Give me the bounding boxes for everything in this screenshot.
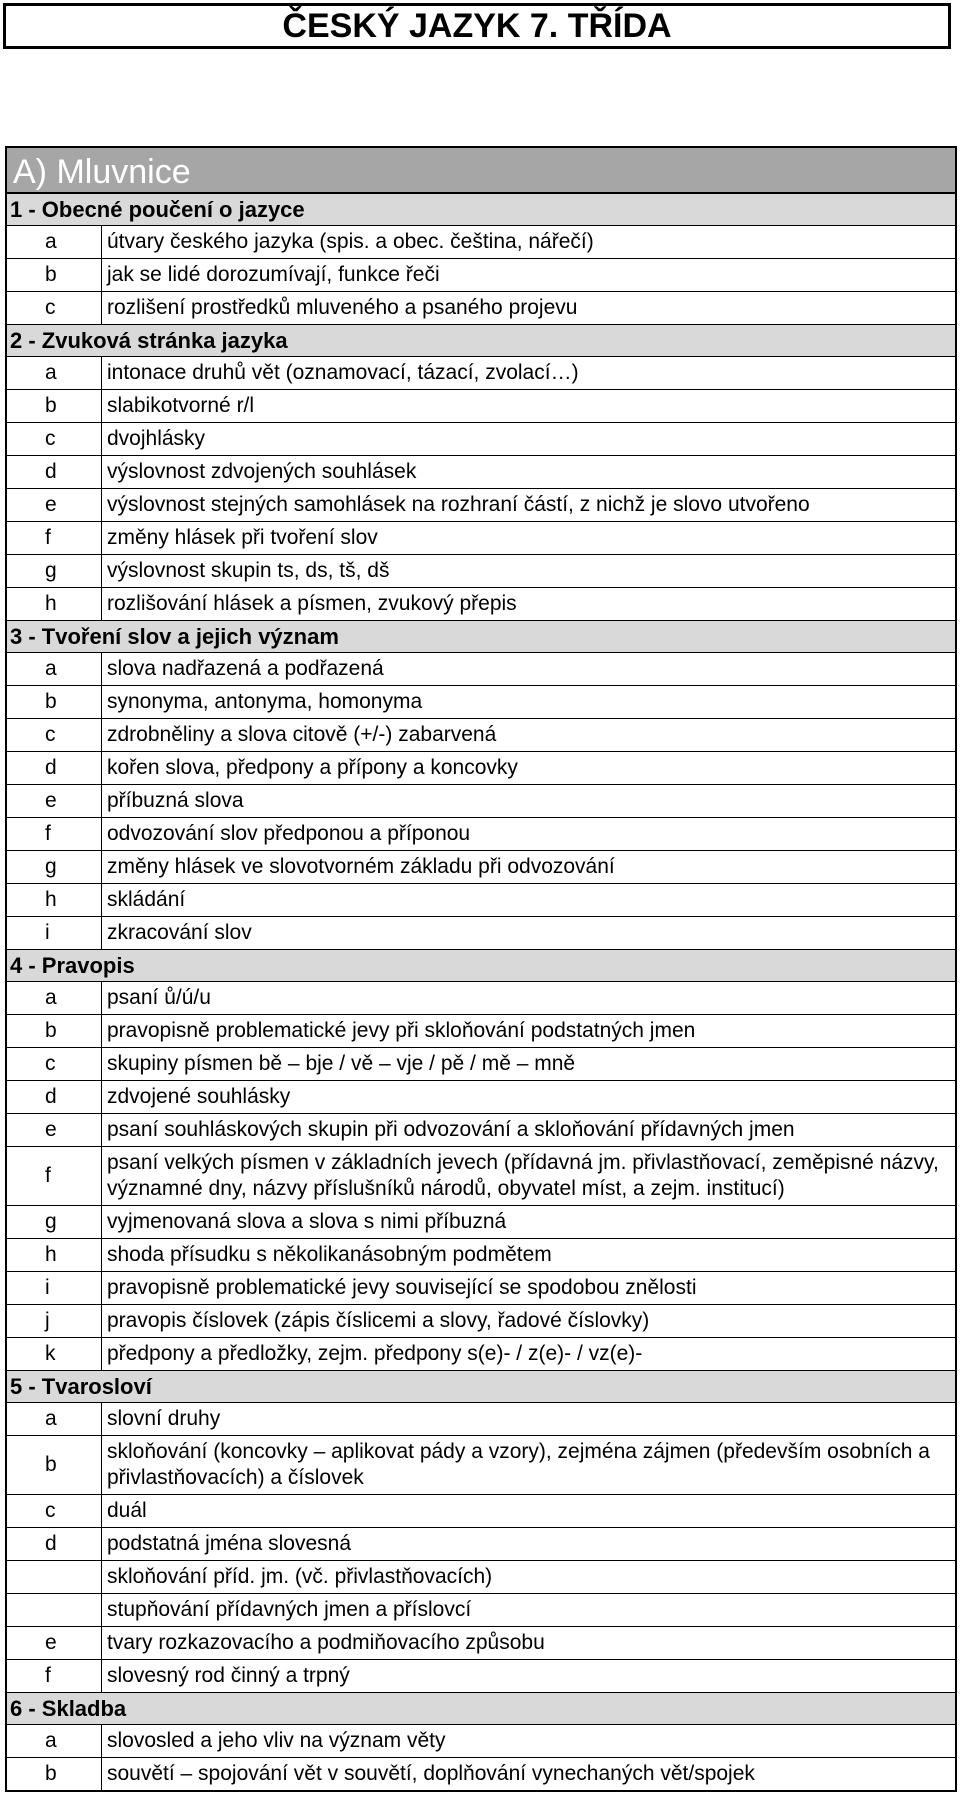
row-letter: a — [45, 657, 57, 680]
table-row — [7, 752, 955, 785]
row-text: výslovnost stejných samohlásek na rozhraní částí, z nichž je slovo utvořeno — [101, 489, 955, 521]
row-letter: b — [45, 1453, 57, 1476]
table-row — [7, 686, 955, 719]
row-text: shoda přísudku s několikanásobným podmětem — [101, 1239, 955, 1271]
row-letter: h — [45, 592, 57, 615]
table-row — [7, 1081, 955, 1114]
row-letter: c — [45, 296, 56, 319]
row-text: výslovnost zdvojených souhlásek — [101, 456, 955, 488]
table-row — [7, 1403, 955, 1436]
row-letter — [7, 1561, 101, 1593]
table-row — [7, 456, 955, 489]
row-text: zdrobněliny a slova citově (+/-) zabarvená — [101, 719, 955, 751]
row-letter: i — [45, 1276, 50, 1299]
row-letter: b — [45, 1019, 57, 1042]
table-row — [7, 818, 955, 851]
row-letter: e — [45, 1631, 57, 1654]
section-heading: 3 - Tvoření slov a jejich význam — [7, 621, 955, 653]
section-heading: 1 - Obecné poučení o jazyce — [7, 194, 955, 226]
table-row — [7, 1561, 955, 1594]
table-row — [7, 390, 955, 423]
row-letter: f — [45, 1664, 51, 1687]
row-letter: c — [45, 723, 56, 746]
table-row — [7, 1495, 955, 1528]
table-row — [7, 1660, 955, 1693]
table-row — [7, 1627, 955, 1660]
row-text: změny hlásek při tvoření slov — [101, 522, 955, 554]
row-text: změny hlásek ve slovotvorném základu při odvozování — [101, 851, 955, 883]
row-letter: g — [45, 1210, 57, 1233]
row-letter: f — [45, 822, 51, 845]
row-letter: b — [45, 1762, 57, 1785]
row-text: odvozování slov předponou a příponou — [101, 818, 955, 850]
row-letter: b — [45, 394, 57, 417]
row-letter: d — [45, 1085, 57, 1108]
row-text: slova nadřazená a podřazená — [101, 653, 955, 685]
row-text: skloňování příd. jm. (vč. přivlastňovacích) — [101, 1561, 955, 1593]
row-letter: k — [45, 1342, 56, 1365]
row-text: slovní druhy — [101, 1403, 955, 1435]
section-heading: 4 - Pravopis — [7, 950, 955, 982]
row-text: podstatná jména slovesná — [101, 1528, 955, 1560]
row-letter — [7, 1594, 101, 1626]
table-row — [7, 1528, 955, 1561]
table-row — [7, 357, 955, 390]
row-text: příbuzná slova — [101, 785, 955, 817]
row-letter: a — [45, 361, 57, 384]
table-row — [7, 1015, 955, 1048]
row-letter: e — [45, 493, 57, 516]
row-text: tvary rozkazovacího a podmiňovacího způsobu — [101, 1627, 955, 1659]
row-letter: f — [45, 526, 51, 549]
row-letter: d — [45, 756, 57, 779]
table-row — [7, 489, 955, 522]
section-heading: 6 - Skladba — [7, 1693, 955, 1725]
row-text: psaní souhláskových skupin při odvozování a skloňování přídavných jmen — [101, 1114, 955, 1146]
row-letter: a — [45, 986, 57, 1009]
page-title: ČESKÝ JAZYK 7. TŘÍDA — [282, 7, 672, 45]
table-row — [7, 1436, 955, 1495]
row-text: pravopis číslovek (zápis číslicemi a slovy, řadové číslovky) — [101, 1305, 955, 1337]
curriculum-table — [5, 146, 957, 1792]
table-row — [7, 1114, 955, 1147]
row-letter: b — [45, 690, 57, 713]
row-letter: a — [45, 1407, 57, 1430]
row-text: skupiny písmen bě – bje / vě – vje / pě / mě – mně — [101, 1048, 955, 1080]
table-row — [7, 785, 955, 818]
table-row — [7, 292, 955, 325]
row-letter: d — [45, 1532, 57, 1555]
table-row — [7, 588, 955, 621]
row-text: vyjmenovaná slova a slova s nimi příbuzná — [101, 1206, 955, 1238]
table-row — [7, 719, 955, 752]
table-row — [7, 555, 955, 588]
table-row — [7, 423, 955, 456]
row-text: dvojhlásky — [101, 423, 955, 455]
row-text: slovesný rod činný a trpný — [101, 1660, 955, 1692]
table-row — [7, 522, 955, 555]
table-row — [7, 1594, 955, 1627]
main-header: A) Mluvnice — [7, 148, 955, 194]
sections-container — [7, 194, 955, 1790]
row-letter: d — [45, 460, 57, 483]
row-text: jak se lidé dorozumívají, funkce řeči — [101, 259, 955, 291]
row-text: slovosled a jeho vliv na význam věty — [101, 1725, 955, 1757]
row-letter: g — [45, 855, 57, 878]
table-row — [7, 1048, 955, 1081]
table-row — [7, 653, 955, 686]
row-text: rozlišování hlásek a písmen, zvukový přepis — [101, 588, 955, 620]
title-box — [3, 3, 951, 49]
row-letter: e — [45, 789, 57, 812]
row-letter: a — [45, 1729, 57, 1752]
table-row — [7, 1272, 955, 1305]
row-text: slabikotvorné r/l — [101, 390, 955, 422]
row-letter: f — [45, 1164, 51, 1187]
row-letter: i — [45, 921, 50, 944]
row-text: pravopisně problematické jevy při skloňování podstatných jmen — [101, 1015, 955, 1047]
row-letter: g — [45, 559, 57, 582]
table-row — [7, 1206, 955, 1239]
row-text: zkracování slov — [101, 917, 955, 949]
row-text: předpony a předložky, zejm. předpony s(e)- / z(e)- / vz(e)- — [101, 1338, 955, 1370]
section-heading: 2 - Zvuková stránka jazyka — [7, 325, 955, 357]
table-row — [7, 917, 955, 950]
row-text: synonyma, antonyma, homonyma — [101, 686, 955, 718]
row-letter: e — [45, 1118, 57, 1141]
table-row — [7, 982, 955, 1015]
table-row — [7, 1147, 955, 1206]
section-heading: 5 - Tvarosloví — [7, 1371, 955, 1403]
table-row — [7, 1338, 955, 1371]
table-row — [7, 1305, 955, 1338]
row-text: skládání — [101, 884, 955, 916]
row-text: pravopisně problematické jevy související se spodobou znělosti — [101, 1272, 955, 1304]
row-letter: b — [45, 263, 57, 286]
row-letter: c — [45, 427, 56, 450]
row-letter: h — [45, 1243, 57, 1266]
row-letter: c — [45, 1052, 56, 1075]
row-text: kořen slova, předpony a přípony a koncovky — [101, 752, 955, 784]
table-row — [7, 1239, 955, 1272]
table-row — [7, 1725, 955, 1758]
table-row — [7, 884, 955, 917]
row-text: skloňování (koncovky – aplikovat pády a vzory), zejména zájmen (především osobních a přivlastňovacích) a číslovek — [101, 1436, 955, 1494]
row-text: stupňování přídavných jmen a příslovcí — [101, 1594, 955, 1626]
row-text: útvary českého jazyka (spis. a obec. čeština, nářečí) — [101, 226, 955, 258]
table-row — [7, 259, 955, 292]
row-letter: c — [45, 1499, 56, 1522]
row-text: intonace druhů vět (oznamovací, tázací, zvolací…) — [101, 357, 955, 389]
table-row — [7, 851, 955, 884]
row-text: zdvojené souhlásky — [101, 1081, 955, 1113]
row-text: výslovnost skupin ts, ds, tš, dš — [101, 555, 955, 587]
table-row — [7, 226, 955, 259]
row-letter: j — [45, 1309, 50, 1332]
row-text: psaní ů/ú/u — [101, 982, 955, 1014]
row-letter: a — [45, 230, 57, 253]
row-text: souvětí – spojování vět v souvětí, doplňování vynechaných vět/spojek — [101, 1758, 955, 1790]
row-text: psaní velkých písmen v základních jevech (přídavná jm. přivlastňovací, zeměpisné názvy, významné dny, názvy příslušníků národů, obyvatel míst, a zejm. institucí) — [101, 1147, 955, 1205]
row-text: duál — [101, 1495, 955, 1527]
table-row — [7, 1758, 955, 1790]
row-text: rozlišení prostředků mluveného a psaného projevu — [101, 292, 955, 324]
row-letter: h — [45, 888, 57, 911]
